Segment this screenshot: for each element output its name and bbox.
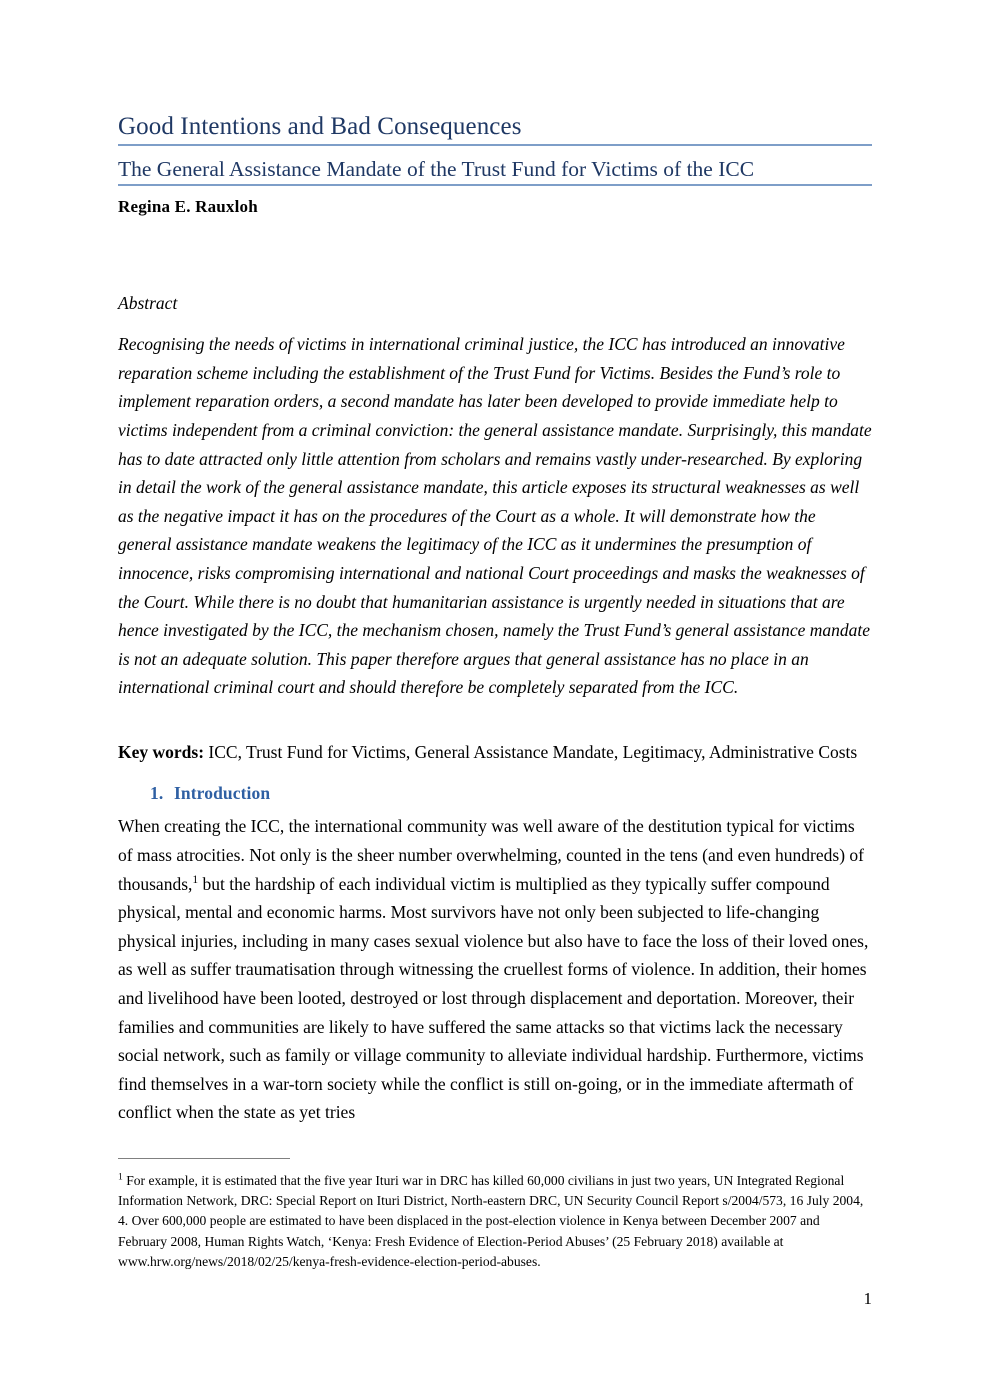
section-number: 1. bbox=[150, 783, 164, 804]
footnote-number: 1 bbox=[118, 1171, 123, 1183]
footnote-area bbox=[118, 1158, 872, 1272]
page-number: 1 bbox=[863, 1289, 872, 1308]
footnote-body: For example, it is estimated that the five year Ituri war in DRC has killed 60,000 civilians in just two years, UN Integrated Regional Information Network, DRC: Special Report on Ituri District, North-eastern DRC, UN Security Council Report s/2004/573, 16 July 2004, 4. Over 600,000 people are estimated to have been displaced in the post-election violence in Kenya between December 2007 and February 2008, Human Rights Watch, ‘Kenya: Fresh Evidence of Election-Period Abuses’ (25 February 2018) available at www.hrw.org/news/2018/02/25/kenya-fresh-evidence-election-period-abuses. bbox=[118, 1173, 864, 1269]
title-block bbox=[118, 0, 872, 217]
abstract-heading: Abstract bbox=[118, 293, 178, 314]
body-text-part-2: but the hardship of each individual victim is multiplied as they typically suffer compound physical, mental and economic harms. Most survivors have not only been subjected to life-changing physical injuries, including in many cases sexual violence but also have to face the loss of their loved ones, as well as suffer traumatisation through witnessing the cruellest forms of violence. In addition, their homes and livelihood have been looted, destroyed or lost through displacement and deportation. Moreover, their families and communities are likely to have suffered the same attacks so that victims lack the necessary social network, such as family or village community to alleviate individual hardship. Furthermore, victims find themselves in a war-torn society while the conflict is still on-going, or in the immediate aftermath of conflict when the state as yet tries bbox=[118, 873, 869, 1123]
author-name: Regina E. Rauxloh bbox=[118, 197, 258, 217]
body-text-part-1: When creating the ICC, the international community was well aware of the destitution typical for victims of mass atrocities. Not only is the sheer number overwhelming, counted in the tens (and even hundreds) of thousands, bbox=[118, 816, 864, 894]
page-content bbox=[118, 0, 872, 1127]
footnote-reference-1[interactable]: 1 bbox=[192, 873, 199, 886]
footnote-separator-rule bbox=[118, 1158, 290, 1159]
abstract-text: Recognising the needs of victims in international criminal justice, the ICC has introduced an innovative reparation scheme including the establishment of the Trust Fund for Victims. Besides the Fund’s role to implement reparation orders, a second mandate has later been developed to provide immediate help to victims independent from a criminal conviction: the general assistance mandate. Surprisingly, this mandate has to date attracted only little attention from scholars and remains vastly under-researched. By exploring in detail the work of the general assistance mandate, this article exposes its structural weaknesses as well as the negative impact it has on the procedures of the Court as a whole. It will demonstrate how the general assistance mandate weakens the legitimacy of the ICC as it undermines the presumption of innocence, risks compromising international and national Court proceedings and masks the weaknesses of the Court. While there is no doubt that humanitarian assistance is urgently needed in situations that are hence investigated by the ICC, the mechanism chosen, namely the Trust Fund’s general assistance mandate is not an adequate solution. This paper therefore argues that general assistance has no place in an international criminal court and should therefore be completely separated from the ICC. bbox=[118, 334, 872, 698]
keywords bbox=[118, 738, 872, 766]
keywords-list: ICC, Trust Fund for Victims, General Assistance Mandate, Legitimacy, Administrative Costs bbox=[208, 741, 858, 762]
page-subtitle: The General Assistance Mandate of the Trust Fund for Victims of the ICC bbox=[118, 146, 872, 187]
page-title: Good Intentions and Bad Consequences bbox=[118, 113, 872, 146]
footnote-1 bbox=[118, 1171, 872, 1272]
keywords-label: Key words: bbox=[118, 741, 205, 762]
body-paragraph-1 bbox=[118, 812, 872, 1127]
abstract-section bbox=[118, 293, 872, 702]
section-title: Introduction bbox=[174, 783, 271, 804]
section-heading-introduction bbox=[118, 783, 872, 804]
